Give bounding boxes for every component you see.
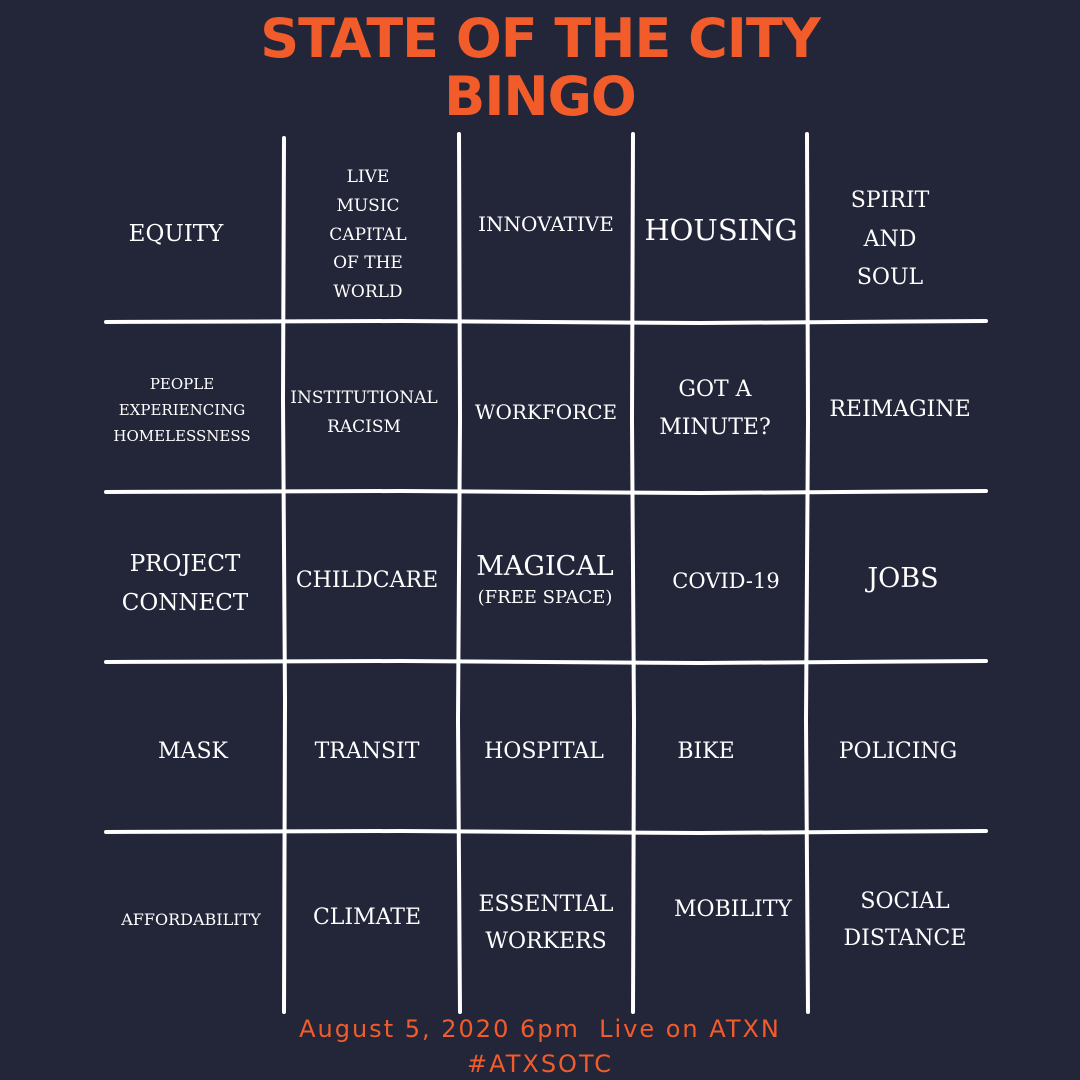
bingo-cell-housing: HOUSING bbox=[644, 212, 798, 247]
title-line-2: BINGO bbox=[444, 65, 636, 128]
event-date-line: August 5, 2020 6pm Live on ATXN bbox=[299, 1015, 781, 1043]
bingo-cell-social-distance: SOCIAL DISTANCE bbox=[843, 888, 967, 951]
bingo-cell-live-music-capital: LIVE MUSIC CAPITAL OF THE WORLD bbox=[329, 166, 407, 303]
bingo-cell-climate: CLIMATE bbox=[312, 905, 422, 931]
bingo-cell-equity: EQUITY bbox=[128, 221, 224, 248]
bingo-cell-essential-workers: ESSENTIAL WORKERS bbox=[478, 891, 614, 954]
bingo-cell-people-experiencing-homelessness: PEOPLE EXPERIENCING HOMELESSNESS bbox=[113, 374, 251, 446]
grid-vertical-line bbox=[632, 134, 634, 1012]
bingo-cell-bike: BIKE bbox=[677, 739, 735, 765]
bingo-cell-magical-free-space bbox=[460, 500, 630, 660]
hashtag: #ATXSOTC bbox=[467, 1050, 613, 1078]
grid-vertical-line bbox=[283, 138, 285, 1012]
bingo-cell-institutional-racism: INSTITUTIONAL RACISM bbox=[290, 388, 438, 437]
bingo-cell-workforce: WORKFORCE bbox=[474, 399, 618, 424]
bingo-cell-affordability: AFFORDABILITY bbox=[121, 910, 261, 930]
title-line-1: STATE OF THE CITY bbox=[260, 7, 820, 70]
free-space-note: (FREE SPACE) bbox=[477, 587, 613, 609]
bingo-cell-got-a-minute: GOT A MINUTE? bbox=[659, 376, 771, 440]
bingo-cell-spirit-and-soul: SPIRIT AND SOUL bbox=[850, 188, 930, 291]
bingo-cell-mobility: MOBILITY bbox=[674, 897, 792, 923]
bingo-cell-innovative: INNOVATIVE bbox=[478, 211, 614, 236]
bingo-cell-covid-19: COVID-19 bbox=[672, 568, 780, 593]
bingo-cell-reimagine: REIMAGINE bbox=[829, 397, 971, 423]
magical-label: MAGICAL bbox=[476, 550, 614, 582]
bingo-cell-hospital: HOSPITAL bbox=[484, 739, 604, 765]
bingo-cell-policing: POLICING bbox=[838, 739, 958, 765]
bingo-cell-jobs: JOBS bbox=[867, 563, 939, 595]
bingo-cell-childcare: CHILDCARE bbox=[295, 568, 439, 594]
bingo-cell-project-connect: PROJECT CONNECT bbox=[121, 550, 249, 616]
bingo-cell-mask: MASK bbox=[158, 739, 228, 765]
bingo-cell-transit: TRANSIT bbox=[314, 739, 420, 765]
